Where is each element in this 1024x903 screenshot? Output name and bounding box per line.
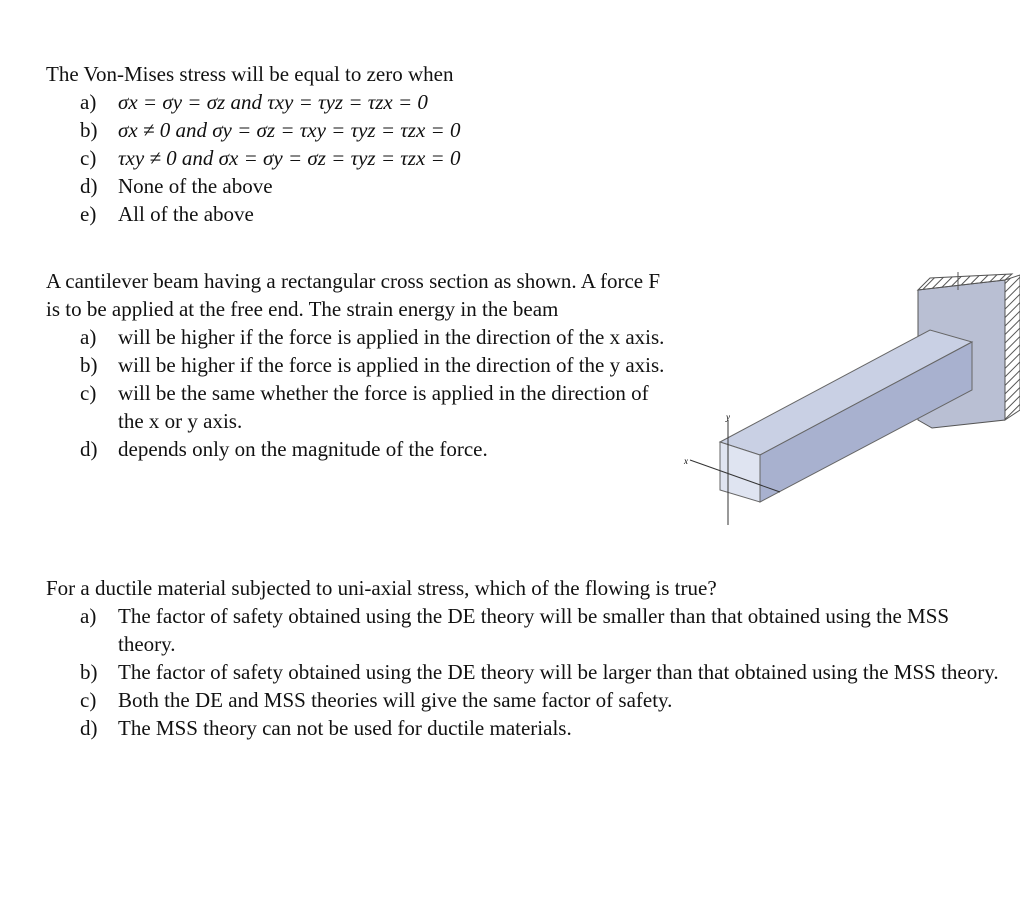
option-item <box>46 144 686 172</box>
option-item <box>46 435 666 463</box>
option-text: The factor of safety obtained using the DE theory will be larger than that obtained using the MSS theory. <box>118 660 999 684</box>
option-item <box>46 323 666 351</box>
option-label: a) <box>80 325 97 349</box>
option-item <box>46 351 666 379</box>
option-text: Both the DE and MSS theories will give the same factor of safety. <box>118 688 673 712</box>
question-3-options <box>46 602 1006 742</box>
option-text: will be higher if the force is applied in the direction of the x axis. <box>118 325 665 349</box>
option-text: σx = σy = σz and τxy = τyz = τzx = 0 <box>118 90 428 114</box>
option-label: d) <box>80 174 98 198</box>
option-text: will be the same whether the force is applied in the direction of the x or y axis. <box>118 381 649 433</box>
option-text: will be higher if the force is applied in the direction of the y axis. <box>118 353 665 377</box>
option-item <box>46 88 686 116</box>
question-2 <box>46 267 666 463</box>
cantilever-beam-figure <box>680 260 1020 530</box>
option-label: b) <box>80 660 98 684</box>
option-text: depends only on the magnitude of the force. <box>118 437 488 461</box>
wall-side-hatch <box>1005 275 1020 420</box>
y-axis-label: y <box>726 412 730 422</box>
option-label: c) <box>80 146 97 170</box>
option-label: a) <box>80 90 97 114</box>
option-item <box>46 658 1006 686</box>
question-2-options <box>46 323 666 463</box>
question-3 <box>46 574 1006 742</box>
question-3-stem: For a ductile material subjected to uni-axial stress, which of the flowing is true? <box>46 576 717 600</box>
option-item <box>46 686 1006 714</box>
question-1-options <box>46 88 686 228</box>
option-label: b) <box>80 353 98 377</box>
option-text: σx ≠ 0 and σy = σz = τxy = τyz = τzx = 0 <box>118 118 461 142</box>
question-1-stem: The Von-Mises stress will be equal to zero when <box>46 62 454 86</box>
option-item <box>46 116 686 144</box>
option-label: c) <box>80 381 97 405</box>
option-label: d) <box>80 437 98 461</box>
option-item <box>46 602 1006 658</box>
question-2-stem: A cantilever beam having a rectangular cross section as shown. A force F is to be applied at the free end. The strain energy in the beam <box>46 269 661 321</box>
option-text: τxy ≠ 0 and σx = σy = σz = τyz = τzx = 0 <box>118 146 461 170</box>
option-item <box>46 379 666 435</box>
option-item <box>46 172 686 200</box>
option-text: None of the above <box>118 174 273 198</box>
option-label: b) <box>80 118 98 142</box>
option-text: The MSS theory can not be used for ductile materials. <box>118 716 572 740</box>
option-item <box>46 714 1006 742</box>
option-label: e) <box>80 202 97 226</box>
option-label: c) <box>80 688 97 712</box>
option-label: d) <box>80 716 98 740</box>
option-text: All of the above <box>118 202 254 226</box>
question-1 <box>46 60 686 228</box>
x-axis-label: x <box>684 456 688 466</box>
option-item <box>46 200 686 228</box>
option-label: a) <box>80 604 97 628</box>
option-text: The factor of safety obtained using the DE theory will be smaller than that obtained using the MSS theory. <box>118 604 950 656</box>
